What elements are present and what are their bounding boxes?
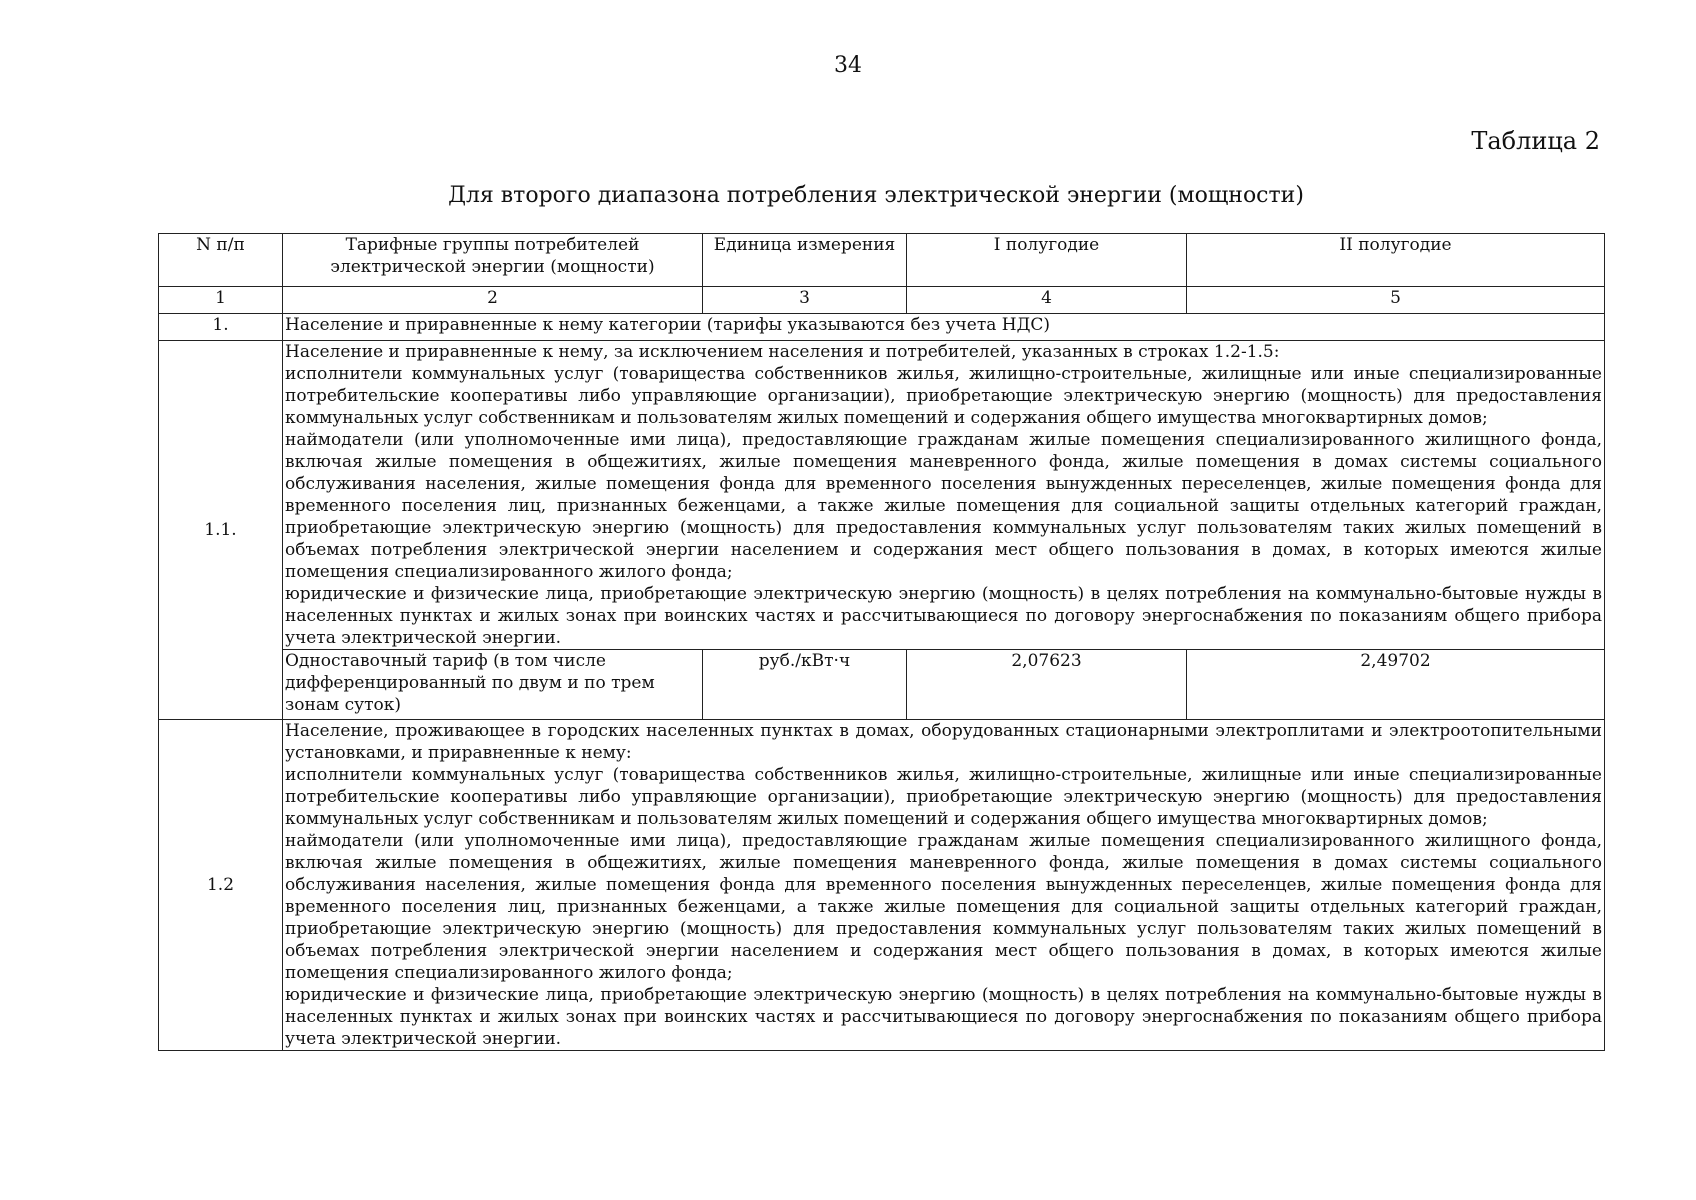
table-row-1-1-description — [159, 341, 1605, 650]
row-num: 1.2 — [159, 720, 283, 1051]
header-half-2: II полугодие — [1187, 234, 1605, 287]
row-description — [283, 720, 1605, 1051]
description-paragraph: юридические и физические лица, приобретающие электрическую энергию (мощность) в целях потребления на коммунально-бытовые нужды в населенных пунктах и жилых зонах при воинских частях и рассчитывающиеся по договору энергоснабжения по показаниям общего прибора учета электрической энергии. — [285, 584, 1602, 648]
column-number: 2 — [283, 287, 703, 314]
column-number: 1 — [159, 287, 283, 314]
table-row-tariff — [159, 650, 1605, 720]
description-paragraph: исполнители коммунальных услуг (товарищества собственников жилья, жилищно-строительные, жилищные или иные специализированные потребительские кооперативы либо управляющие организации), приобретающие электрическую энергию (мощность) для предоставления коммунальных услуг собственникам и пользователям жилых помещений и содержания общего имущества многоквартирных домов; — [285, 364, 1602, 428]
document-title: Для второго диапазона потребления электрической энергии (мощности) — [448, 183, 1304, 208]
tariff-half-1-value: 2,07623 — [907, 650, 1187, 720]
table-row-1-2-description — [159, 720, 1605, 1051]
page-number: 34 — [834, 53, 862, 78]
column-number: 3 — [703, 287, 907, 314]
row-description — [283, 341, 1605, 650]
description-paragraph: Население и приравненные к нему, за исключением населения и потребителей, указанных в строках 1.2-1.5: — [285, 342, 1280, 362]
description-paragraph: наймодатели (или уполномоченные ими лица), предоставляющие гражданам жилые помещения специализированного жилищного фонда, включая жилые помещения в общежитиях, жилые помещения маневренного фонда, жилые помещения в домах системы социального обслуживания населения, жилые помещения фонда для временного поселения вынужденных переселенцев, жилые помещения фонда для временного поселения лиц, признанных беженцами, а также жилые помещения для социальной защиты отдельных категорий граждан, приобретающие электрическую энергию (мощность) для предоставления коммунальных услуг пользователям таких жилых помещений в объемах потребления электрической энергии населением и содержания мест общего пользования в домах, в которых имеются жилые помещения специализированного жилого фонда; — [285, 430, 1602, 582]
table-header-row — [159, 234, 1605, 287]
header-num: N п/п — [159, 234, 283, 287]
description-paragraph: исполнители коммунальных услуг (товарищества собственников жилья, жилищно-строительные, жилищные или иные специализированные потребительские кооперативы либо управляющие организации), приобретающие электрическую энергию (мощность) для предоставления коммунальных услуг собственникам и пользователям жилых помещений и содержания общего имущества многоквартирных домов; — [285, 765, 1602, 829]
column-number-row — [159, 287, 1605, 314]
section-num: 1. — [159, 314, 283, 341]
tariff-unit: руб./кВт·ч — [703, 650, 907, 720]
description-paragraph: юридические и физические лица, приобретающие электрическую энергию (мощность) в целях потребления на коммунально-бытовые нужды в населенных пунктах и жилых зонах при воинских частях и рассчитывающиеся по договору энергоснабжения по показаниям общего прибора учета электрической энергии. — [285, 985, 1602, 1049]
column-number: 5 — [1187, 287, 1605, 314]
tariff-label: Одноставочный тариф (в том числе дифференцированный по двум и по трем зонам суток) — [283, 650, 703, 720]
table-label: Таблица 2 — [1471, 127, 1600, 155]
header-unit: Единица измерения — [703, 234, 907, 287]
header-tariff-group: Тарифные группы потребителей электрической энергии (мощности) — [283, 234, 703, 287]
section-row — [159, 314, 1605, 341]
section-title: Население и приравненные к нему категории (тарифы указываются без учета НДС) — [283, 314, 1605, 341]
tariff-half-2-value: 2,49702 — [1187, 650, 1605, 720]
row-num: 1.1. — [159, 341, 283, 720]
header-half-1: I полугодие — [907, 234, 1187, 287]
column-number: 4 — [907, 287, 1187, 314]
tariff-table — [158, 233, 1605, 1051]
description-paragraph: наймодатели (или уполномоченные ими лица), предоставляющие гражданам жилые помещения специализированного жилищного фонда, включая жилые помещения в общежитиях, жилые помещения маневренного фонда, жилые помещения в домах системы социального обслуживания населения, жилые помещения фонда для временного поселения вынужденных переселенцев, жилые помещения фонда для временного поселения лиц, признанных беженцами, а также жилые помещения для социальной защиты отдельных категорий граждан, приобретающие электрическую энергию (мощность) для предоставления коммунальных услуг пользователям таких жилых помещений в объемах потребления электрической энергии населением и содержания мест общего пользования в домах, в которых имеются жилые помещения специализированного жилого фонда; — [285, 831, 1602, 983]
description-paragraph: Население, проживающее в городских населенных пунктах в домах, оборудованных стационарными электроплитами и электроотопительными установками, и приравненные к нему: — [285, 721, 1602, 763]
